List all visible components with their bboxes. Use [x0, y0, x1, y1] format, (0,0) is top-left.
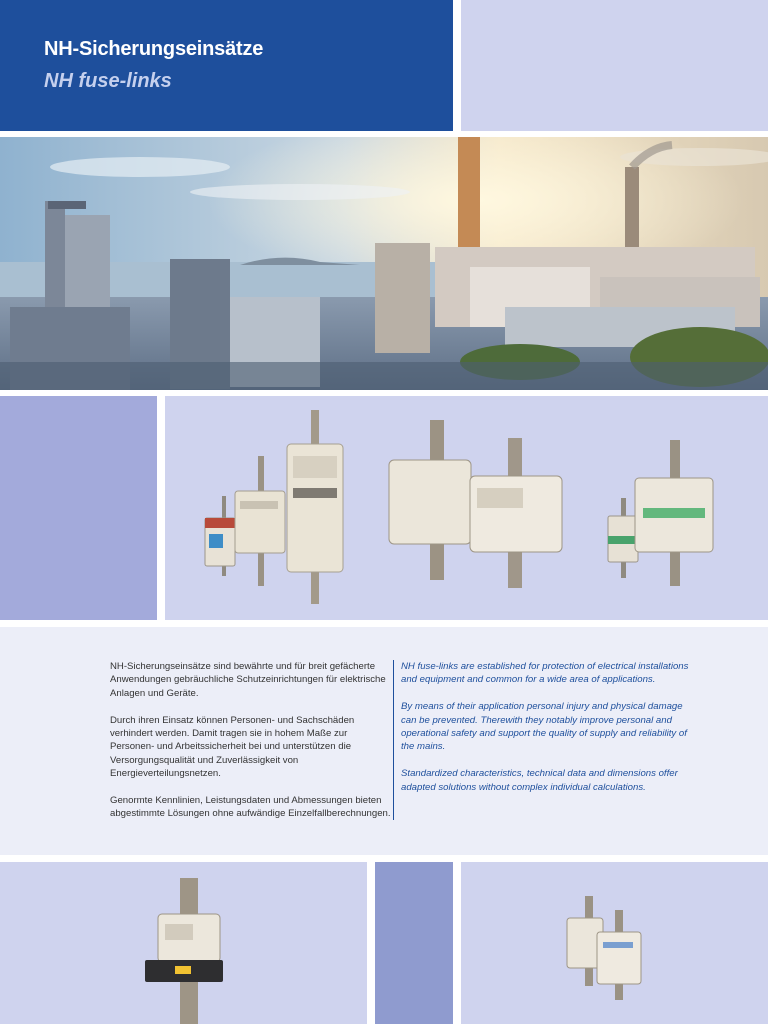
paragraph-en-3: Standardized characteristics, technical data and dimensions offer adapted solutions without complex individual calculations.: [401, 768, 678, 793]
title-block: [0, 0, 453, 131]
paragraph-de-2: Durch ihren Einsatz können Personen- und Sachschäden verhindert werden. Damit tragen sie in hohem Maße zur Personen- und Arbeitssicherheit bei und unterstützen die Versorgungsqualität und Zuverlässigkeit von Energieverteilungsnetzen.: [110, 714, 355, 780]
paragraph-en-2: By means of their application personal injury and physical damage can be prevented. Therewith they notably improve personal and operational safety and support the quality of supply and reliability of the mains.: [401, 701, 687, 753]
column-divider: [393, 660, 394, 820]
product-image-fuse-links: [165, 396, 768, 620]
decorative-block-top-right: [461, 0, 768, 131]
hero-image: [0, 137, 768, 390]
page-subtitle: NH fuse-links: [44, 70, 172, 92]
paragraph-de-3: Genormte Kennlinien, Leistungsdaten und Abmessungen bieten abgestimmte Lösungen ohne aufwändige Einzelfallberechnungen.: [110, 795, 391, 820]
product-image-fuse-with-holder: [0, 862, 367, 1024]
paragraph-en-1: NH fuse-links are established for protection of electrical installations and equipment and common for a wide area of applications.: [401, 661, 689, 686]
decorative-block-bottom: [375, 862, 453, 1024]
decorative-block-mid-left: [0, 396, 157, 620]
description-german: [110, 660, 392, 834]
page-title: NH-Sicherungseinsätze: [44, 38, 264, 60]
paragraph-de-1: NH-Sicherungseinsätze sind bewährte und für breit gefächerte Anwendungen gebräuchliche Schutzeinrichtungen für elektrische Anlagen und Geräte.: [110, 661, 386, 699]
description-english: [401, 660, 691, 807]
description-panel: [0, 627, 768, 855]
product-image-small-fuses: [461, 862, 768, 1024]
